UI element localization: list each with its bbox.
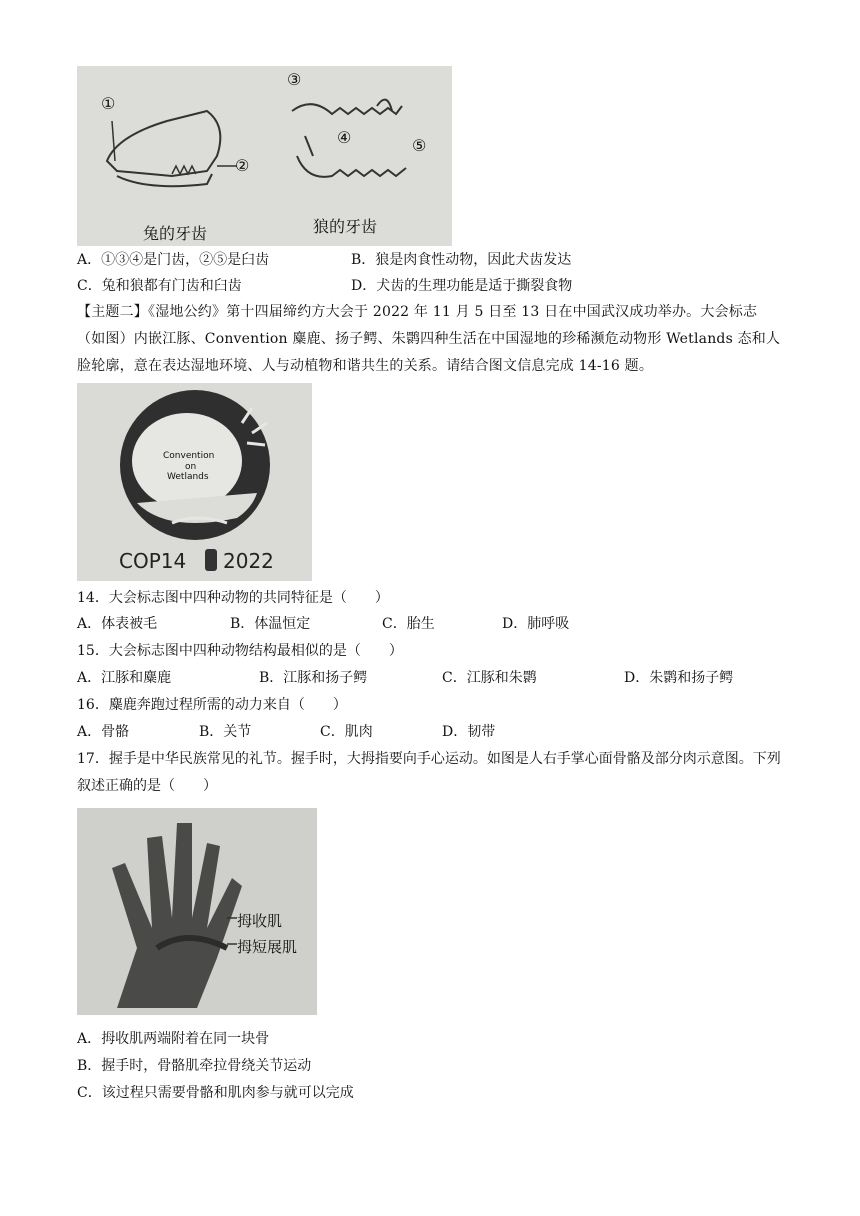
rabbit-teeth-caption: 兔的牙齿 (143, 224, 208, 243)
marker-1: ① (101, 94, 116, 113)
wolf-teeth-caption: 狼的牙齿 (313, 217, 378, 236)
q14-option-a: A．体表被毛 (77, 616, 158, 632)
q16-option-c: C．肌肉 (320, 724, 373, 740)
q17-option-a: A．拇收肌两端附着在同一块骨 (77, 1031, 270, 1047)
q16-stem: 16．麋鹿奔跑过程所需的动力来自（ ） (77, 697, 347, 713)
q13-option-a: A．①③④是门齿，②⑤是臼齿 (77, 252, 270, 268)
logo-text-line2: on (185, 462, 197, 472)
q15-option-a: A．江豚和麋鹿 (77, 670, 172, 686)
adductor-pollicis-label: 拇收肌 (237, 912, 283, 930)
q15-stem: 15．大会标志图中四种动物结构最相似的是（ ） (77, 643, 403, 659)
q16-option-d: D．韧带 (442, 724, 496, 740)
q14-option-c: C．胎生 (382, 616, 435, 632)
hand-skeleton-figure (77, 808, 317, 1015)
q13-option-c: C．兔和狼都有门齿和臼齿 (77, 278, 242, 294)
logo-drawing (77, 383, 312, 581)
q16-option-a: A．骨骼 (77, 724, 130, 740)
q13-option-d: D．犬齿的生理功能是适于撕裂食物 (351, 278, 573, 294)
q16-option-b: B．关节 (199, 724, 252, 740)
marker-4: ④ (337, 128, 352, 147)
marker-2: ② (235, 156, 250, 175)
q15-option-d: D．朱鹮和扬子鳄 (624, 670, 734, 686)
teeth-drawing (77, 66, 452, 246)
q13-option-b: B．狼是肉食性动物，因此犬齿发达 (351, 252, 572, 268)
q15-option-c: C．江豚和朱鹮 (442, 670, 537, 686)
marker-3: ③ (287, 70, 302, 89)
logo-year: 2022 (223, 549, 274, 573)
teeth-figure (77, 66, 452, 246)
q15-option-b: B．江豚和扬子鳄 (259, 670, 368, 686)
logo-text-line1: Convention (163, 451, 215, 461)
marker-5: ⑤ (412, 136, 427, 155)
q14-option-d: D．肺呼吸 (502, 616, 570, 632)
q17-option-b: B．握手时，骨骼肌牵拉骨绕关节运动 (77, 1058, 312, 1074)
wetlands-logo-figure (77, 383, 312, 581)
logo-text-line3: Wetlands (167, 472, 209, 482)
logo-emblem-icon (205, 549, 217, 571)
q17-option-c: C．该过程只需要骨骼和肌肉参与就可以完成 (77, 1085, 354, 1101)
theme2-paragraph: 【主题二】《湿地公约》第十四届缔约方大会于 2022 年 11 月 5 日至 13 日在中国武汉成功举办。大会标志（如图）内嵌江豚、Convention 麋鹿、扬子鳄、朱鹮四种生活在中国湿地的珍稀濒危动物形 Wetlands 态和人脸轮廓，意在表达湿地环境、人与动植物和谐共生的关系。请结合图文信息完成 14-16 题。 (77, 304, 781, 374)
q14-option-b: B．体温恒定 (230, 616, 311, 632)
q14-stem: 14．大会标志图中四种动物的共同特征是（ ） (77, 590, 389, 606)
q17-stem: 17．握手是中华民族常见的礼节。握手时，大拇指要向手心运动。如图是人右手掌心面骨骼及部分肉示意图。下列叙述正确的是（ ） (77, 751, 781, 794)
abductor-pollicis-brevis-label: 拇短展肌 (237, 938, 298, 956)
logo-caption: COP14 (119, 549, 187, 573)
